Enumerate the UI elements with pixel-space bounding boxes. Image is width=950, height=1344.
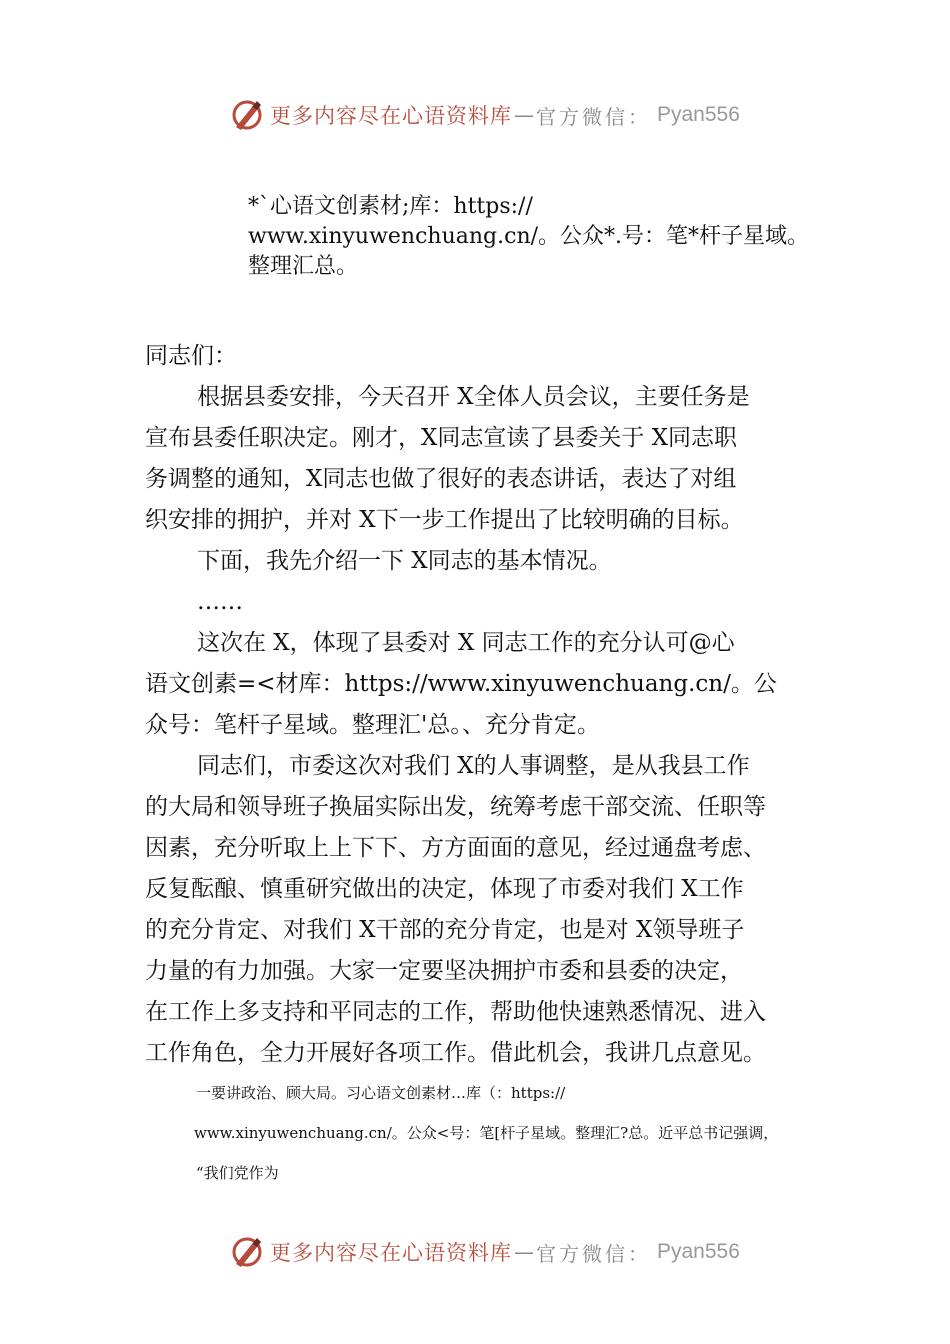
body-line: 同志们，市委这次对我们 X的人事调整，是从我县工作 (197, 753, 750, 779)
small-text-line: www.xinyuwenchuang.cn/。公众<号：笔[杆子星域。整理汇?总。近平总书记强调， (194, 1124, 779, 1142)
pen-logo-icon (230, 1234, 266, 1270)
body-line: 这次在 X，体现了县委对 X 同志工作的充分认可@心 (197, 630, 735, 656)
banner-wechat-label: 官方微信： (536, 1241, 651, 1266)
body-line: 的充分肯定、对我们 X干部的充分肯定，也是对 X领导班子 (145, 917, 745, 943)
small-text-line: 一要讲政治、顾大局。习心语文创素材…库（：https:// (196, 1084, 566, 1102)
body-line: 反复酝酿、慎重研究做出的决定，体现了市委对我们 X工作 (145, 876, 744, 902)
source-note (248, 192, 888, 282)
banner-dash: — (514, 1240, 534, 1264)
body-line: 根据县委安排，今天召开 X全体人员会议，主要任务是 (197, 384, 750, 410)
body-line: 务调整的通知，X同志也做了很好的表态讲话，表达了对组 (145, 466, 737, 492)
source-note-line: *`心语文创素材;库：https:// (248, 194, 533, 219)
header-banner (230, 95, 750, 135)
body-line: 工作角色，全力开展好各项工作。借此机会，我讲几点意见。 (145, 1040, 766, 1066)
body-line: 语文创素=<材库：https://www.xinyuwenchuang.cn/。公 (145, 671, 777, 697)
banner-text: 更多内容尽在心语资料库 (270, 1241, 512, 1265)
body-line: 宣布县委任职决定。刚才，X同志宣读了县委关于 X同志职 (145, 425, 738, 451)
document-body (145, 336, 845, 1074)
source-note-line: 整理汇总。 (248, 254, 359, 279)
body-line: 织安排的拥护，并对 X下一步工作提出了比较明确的目标。 (145, 507, 744, 533)
salutation: 同志们： (145, 343, 237, 369)
body-line: 在工作上多支持和平同志的工作，帮助他快速熟悉情况、进入 (145, 999, 766, 1025)
banner-text: 更多内容尽在心语资料库 (270, 104, 512, 128)
body-line: 下面，我先介绍一下 X同志的基本情况。 (197, 548, 612, 574)
banner-wechat-label: 官方微信： (536, 104, 651, 129)
small-text-line: “我们党作为 (196, 1164, 279, 1182)
body-line: 众号：笔杆子星域。整理汇'总。、充分肯定。 (145, 712, 600, 738)
source-note-line: www.xinyuwenchuang.cn/。公众*.号：笔*杆子星域。 (248, 224, 810, 249)
pen-logo-icon (230, 97, 266, 133)
body-line: 力量的有力加强。大家一定要坚决拥护市委和县委的决定， (145, 958, 743, 984)
small-text-block (196, 1083, 876, 1203)
ellipsis-line: …… (197, 589, 243, 615)
banner-wechat-id: Pyan556 (657, 103, 740, 126)
body-line: 的大局和领导班子换届实际出发，统筹考虑干部交流、任职等 (145, 794, 766, 820)
banner-dash: — (514, 103, 534, 127)
banner-wechat-id: Pyan556 (657, 1240, 740, 1263)
body-line: 因素，充分听取上上下下、方方面面的意见，经过通盘考虑、 (145, 835, 766, 861)
footer-banner (230, 1232, 750, 1272)
